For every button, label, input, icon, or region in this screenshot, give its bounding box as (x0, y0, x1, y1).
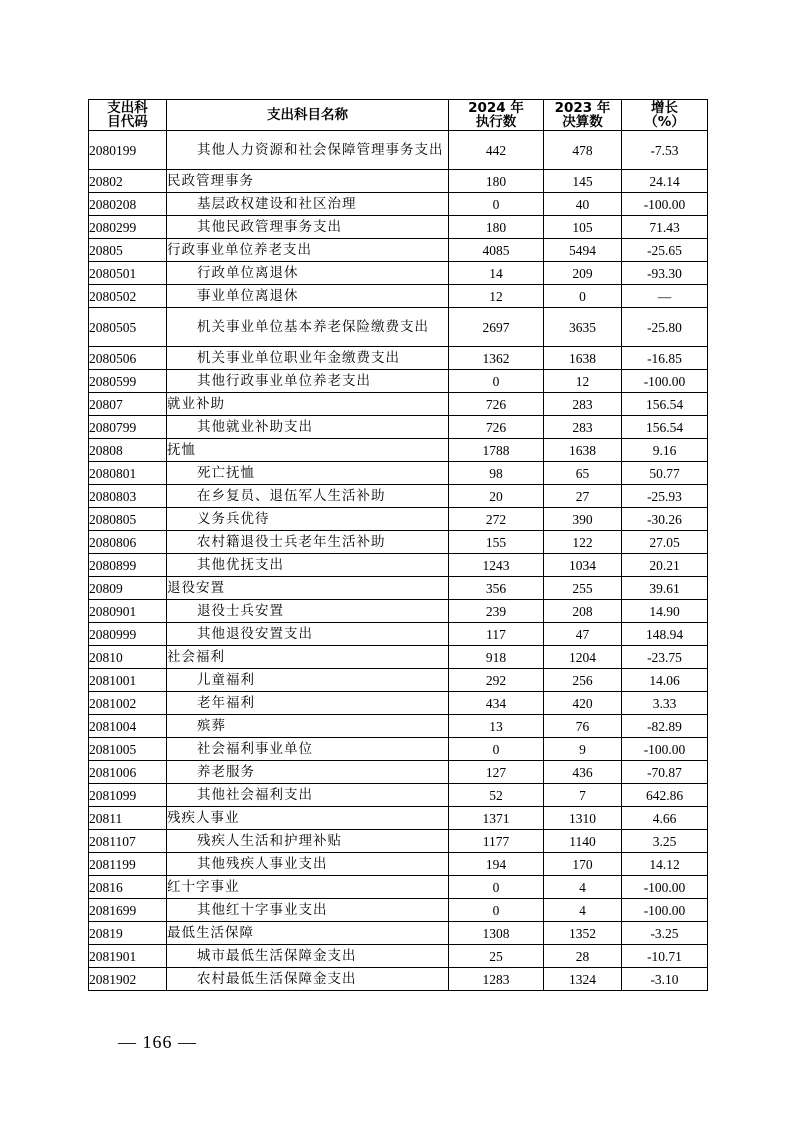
cell-final-2023: 27 (544, 485, 622, 508)
cell-growth: -70.87 (622, 761, 708, 784)
cell-code: 2080208 (89, 193, 167, 216)
cell-final-2023: 5494 (544, 239, 622, 262)
cell-name: 城市最低生活保障金支出 (167, 945, 449, 968)
table-row (89, 216, 708, 239)
cell-exec-2024: 0 (449, 370, 544, 393)
cell-growth: 50.77 (622, 462, 708, 485)
cell-code: 2080501 (89, 262, 167, 285)
cell-name: 其他残疾人事业支出 (167, 853, 449, 876)
cell-final-2023: 1638 (544, 439, 622, 462)
table-row (89, 577, 708, 600)
cell-name: 残疾人生活和护理补贴 (167, 830, 449, 853)
cell-final-2023: 255 (544, 577, 622, 600)
table-row (89, 531, 708, 554)
cell-final-2023: 208 (544, 600, 622, 623)
cell-code: 2080799 (89, 416, 167, 439)
header-exec-2024: 2024 年 执行数 (449, 100, 544, 131)
cell-code: 2081006 (89, 761, 167, 784)
cell-growth: -100.00 (622, 370, 708, 393)
cell-name: 农村籍退役士兵老年生活补助 (167, 531, 449, 554)
cell-code: 2081902 (89, 968, 167, 991)
cell-name: 其他就业补助支出 (167, 416, 449, 439)
cell-exec-2024: 1362 (449, 347, 544, 370)
cell-final-2023: 283 (544, 416, 622, 439)
cell-exec-2024: 1371 (449, 807, 544, 830)
cell-growth: -100.00 (622, 738, 708, 761)
cell-code: 2080599 (89, 370, 167, 393)
table-row (89, 439, 708, 462)
cell-final-2023: 283 (544, 393, 622, 416)
cell-final-2023: 1324 (544, 968, 622, 991)
page-number: — 166 — (118, 1032, 197, 1052)
cell-name: 殡葬 (167, 715, 449, 738)
cell-exec-2024: 0 (449, 876, 544, 899)
cell-final-2023: 7 (544, 784, 622, 807)
cell-name: 行政单位离退休 (167, 262, 449, 285)
table-row (89, 623, 708, 646)
cell-name: 退役安置 (167, 577, 449, 600)
cell-final-2023: 209 (544, 262, 622, 285)
cell-growth: 24.14 (622, 170, 708, 193)
cell-exec-2024: 356 (449, 577, 544, 600)
cell-growth: 4.66 (622, 807, 708, 830)
cell-code: 2081901 (89, 945, 167, 968)
cell-growth: -3.25 (622, 922, 708, 945)
cell-growth: 20.21 (622, 554, 708, 577)
cell-name: 残疾人事业 (167, 807, 449, 830)
table-row (89, 170, 708, 193)
expenditure-table (88, 99, 708, 991)
table-row (89, 193, 708, 216)
table-row (89, 830, 708, 853)
cell-code: 2080805 (89, 508, 167, 531)
cell-exec-2024: 726 (449, 416, 544, 439)
cell-code: 2081004 (89, 715, 167, 738)
cell-exec-2024: 726 (449, 393, 544, 416)
cell-code: 20802 (89, 170, 167, 193)
cell-final-2023: 9 (544, 738, 622, 761)
cell-code: 2080505 (89, 308, 167, 347)
table-row (89, 370, 708, 393)
cell-growth: 9.16 (622, 439, 708, 462)
table-body (89, 131, 708, 991)
cell-exec-2024: 4085 (449, 239, 544, 262)
cell-exec-2024: 2697 (449, 308, 544, 347)
cell-final-2023: 170 (544, 853, 622, 876)
cell-code: 2080502 (89, 285, 167, 308)
cell-exec-2024: 1788 (449, 439, 544, 462)
cell-growth: -93.30 (622, 262, 708, 285)
cell-code: 2080806 (89, 531, 167, 554)
cell-growth: 71.43 (622, 216, 708, 239)
cell-name: 机关事业单位职业年金缴费支出 (167, 347, 449, 370)
cell-name: 其他退役安置支出 (167, 623, 449, 646)
cell-name: 社会福利事业单位 (167, 738, 449, 761)
cell-growth: 3.33 (622, 692, 708, 715)
cell-growth: 3.25 (622, 830, 708, 853)
cell-exec-2024: 0 (449, 899, 544, 922)
cell-growth: 14.12 (622, 853, 708, 876)
cell-name: 行政事业单位养老支出 (167, 239, 449, 262)
cell-name: 就业补助 (167, 393, 449, 416)
cell-final-2023: 1204 (544, 646, 622, 669)
cell-name: 死亡抚恤 (167, 462, 449, 485)
cell-final-2023: 28 (544, 945, 622, 968)
cell-code: 20805 (89, 239, 167, 262)
cell-final-2023: 76 (544, 715, 622, 738)
table-row (89, 761, 708, 784)
table-row (89, 347, 708, 370)
cell-code: 2081005 (89, 738, 167, 761)
cell-growth: -100.00 (622, 876, 708, 899)
cell-final-2023: 1310 (544, 807, 622, 830)
cell-exec-2024: 13 (449, 715, 544, 738)
cell-name: 民政管理事务 (167, 170, 449, 193)
cell-code: 2081107 (89, 830, 167, 853)
table-row (89, 968, 708, 991)
table-row (89, 131, 708, 170)
cell-final-2023: 105 (544, 216, 622, 239)
cell-code: 2080803 (89, 485, 167, 508)
cell-growth: -30.26 (622, 508, 708, 531)
cell-code: 2081002 (89, 692, 167, 715)
cell-final-2023: 1352 (544, 922, 622, 945)
cell-name: 社会福利 (167, 646, 449, 669)
cell-exec-2024: 20 (449, 485, 544, 508)
cell-name: 其他社会福利支出 (167, 784, 449, 807)
cell-exec-2024: 292 (449, 669, 544, 692)
cell-name: 机关事业单位基本养老保险缴费支出 (167, 308, 449, 347)
table-row (89, 738, 708, 761)
header-code: 支出科 目代码 (89, 100, 167, 131)
table-row (89, 669, 708, 692)
cell-code: 20808 (89, 439, 167, 462)
cell-code: 2080899 (89, 554, 167, 577)
cell-growth: -25.65 (622, 239, 708, 262)
table-row (89, 508, 708, 531)
table-row (89, 945, 708, 968)
cell-exec-2024: 1283 (449, 968, 544, 991)
table-row (89, 715, 708, 738)
table-row (89, 922, 708, 945)
table-row (89, 308, 708, 347)
cell-name: 基层政权建设和社区治理 (167, 193, 449, 216)
cell-growth: 148.94 (622, 623, 708, 646)
cell-growth: 14.06 (622, 669, 708, 692)
cell-final-2023: 47 (544, 623, 622, 646)
cell-name: 老年福利 (167, 692, 449, 715)
cell-exec-2024: 1308 (449, 922, 544, 945)
cell-exec-2024: 98 (449, 462, 544, 485)
table-row (89, 807, 708, 830)
cell-exec-2024: 52 (449, 784, 544, 807)
cell-exec-2024: 239 (449, 600, 544, 623)
cell-code: 2081099 (89, 784, 167, 807)
table-row (89, 239, 708, 262)
cell-growth: -16.85 (622, 347, 708, 370)
cell-name: 抚恤 (167, 439, 449, 462)
cell-growth: -100.00 (622, 193, 708, 216)
cell-growth: -25.93 (622, 485, 708, 508)
cell-growth: 156.54 (622, 416, 708, 439)
cell-name: 义务兵优待 (167, 508, 449, 531)
table-row (89, 876, 708, 899)
table-row (89, 784, 708, 807)
cell-growth: — (622, 285, 708, 308)
table-row (89, 554, 708, 577)
cell-code: 2081699 (89, 899, 167, 922)
cell-exec-2024: 0 (449, 193, 544, 216)
cell-final-2023: 256 (544, 669, 622, 692)
cell-exec-2024: 180 (449, 216, 544, 239)
cell-exec-2024: 918 (449, 646, 544, 669)
cell-final-2023: 4 (544, 899, 622, 922)
cell-code: 20816 (89, 876, 167, 899)
cell-final-2023: 3635 (544, 308, 622, 347)
table-row (89, 600, 708, 623)
cell-final-2023: 1140 (544, 830, 622, 853)
cell-final-2023: 145 (544, 170, 622, 193)
cell-name: 其他红十字事业支出 (167, 899, 449, 922)
cell-final-2023: 420 (544, 692, 622, 715)
table-row (89, 416, 708, 439)
cell-final-2023: 122 (544, 531, 622, 554)
cell-exec-2024: 14 (449, 262, 544, 285)
cell-exec-2024: 127 (449, 761, 544, 784)
cell-exec-2024: 25 (449, 945, 544, 968)
cell-code: 20810 (89, 646, 167, 669)
cell-growth: -7.53 (622, 131, 708, 170)
cell-final-2023: 65 (544, 462, 622, 485)
cell-name: 最低生活保障 (167, 922, 449, 945)
cell-exec-2024: 1243 (449, 554, 544, 577)
table-row (89, 285, 708, 308)
cell-final-2023: 1034 (544, 554, 622, 577)
cell-code: 2080199 (89, 131, 167, 170)
cell-growth: -25.80 (622, 308, 708, 347)
cell-exec-2024: 180 (449, 170, 544, 193)
cell-code: 20819 (89, 922, 167, 945)
cell-code: 20807 (89, 393, 167, 416)
cell-growth: 642.86 (622, 784, 708, 807)
cell-final-2023: 40 (544, 193, 622, 216)
cell-exec-2024: 117 (449, 623, 544, 646)
table-row (89, 853, 708, 876)
cell-final-2023: 436 (544, 761, 622, 784)
cell-final-2023: 478 (544, 131, 622, 170)
header-name: 支出科目名称 (167, 100, 449, 131)
table-row (89, 899, 708, 922)
cell-exec-2024: 155 (449, 531, 544, 554)
cell-exec-2024: 272 (449, 508, 544, 531)
table-row (89, 646, 708, 669)
cell-code: 2080506 (89, 347, 167, 370)
cell-exec-2024: 194 (449, 853, 544, 876)
table-header-row (89, 100, 708, 131)
cell-growth: -10.71 (622, 945, 708, 968)
table-row (89, 485, 708, 508)
cell-growth: -82.89 (622, 715, 708, 738)
table-row (89, 692, 708, 715)
table-row (89, 462, 708, 485)
cell-code: 2081199 (89, 853, 167, 876)
cell-name: 在乡复员、退伍军人生活补助 (167, 485, 449, 508)
cell-growth: 14.90 (622, 600, 708, 623)
cell-growth: -100.00 (622, 899, 708, 922)
cell-code: 2080801 (89, 462, 167, 485)
cell-name: 其他行政事业单位养老支出 (167, 370, 449, 393)
cell-code: 20811 (89, 807, 167, 830)
table-row (89, 393, 708, 416)
cell-code: 2080901 (89, 600, 167, 623)
cell-code: 2080299 (89, 216, 167, 239)
cell-name: 农村最低生活保障金支出 (167, 968, 449, 991)
cell-final-2023: 0 (544, 285, 622, 308)
cell-exec-2024: 434 (449, 692, 544, 715)
cell-final-2023: 12 (544, 370, 622, 393)
header-final-2023: 2023 年 决算数 (544, 100, 622, 131)
cell-growth: -23.75 (622, 646, 708, 669)
cell-exec-2024: 0 (449, 738, 544, 761)
cell-growth: 27.05 (622, 531, 708, 554)
cell-exec-2024: 12 (449, 285, 544, 308)
cell-name: 儿童福利 (167, 669, 449, 692)
cell-exec-2024: 1177 (449, 830, 544, 853)
cell-growth: -3.10 (622, 968, 708, 991)
cell-name: 其他人力资源和社会保障管理事务支出 (167, 131, 449, 170)
cell-growth: 156.54 (622, 393, 708, 416)
cell-name: 事业单位离退休 (167, 285, 449, 308)
cell-code: 2080999 (89, 623, 167, 646)
cell-code: 20809 (89, 577, 167, 600)
header-growth: 增长 （%） (622, 100, 708, 131)
table-row (89, 262, 708, 285)
cell-final-2023: 1638 (544, 347, 622, 370)
cell-name: 其他民政管理事务支出 (167, 216, 449, 239)
cell-name: 红十字事业 (167, 876, 449, 899)
cell-code: 2081001 (89, 669, 167, 692)
cell-name: 养老服务 (167, 761, 449, 784)
cell-name: 退役士兵安置 (167, 600, 449, 623)
cell-name: 其他优抚支出 (167, 554, 449, 577)
cell-growth: 39.61 (622, 577, 708, 600)
cell-exec-2024: 442 (449, 131, 544, 170)
cell-final-2023: 390 (544, 508, 622, 531)
cell-final-2023: 4 (544, 876, 622, 899)
